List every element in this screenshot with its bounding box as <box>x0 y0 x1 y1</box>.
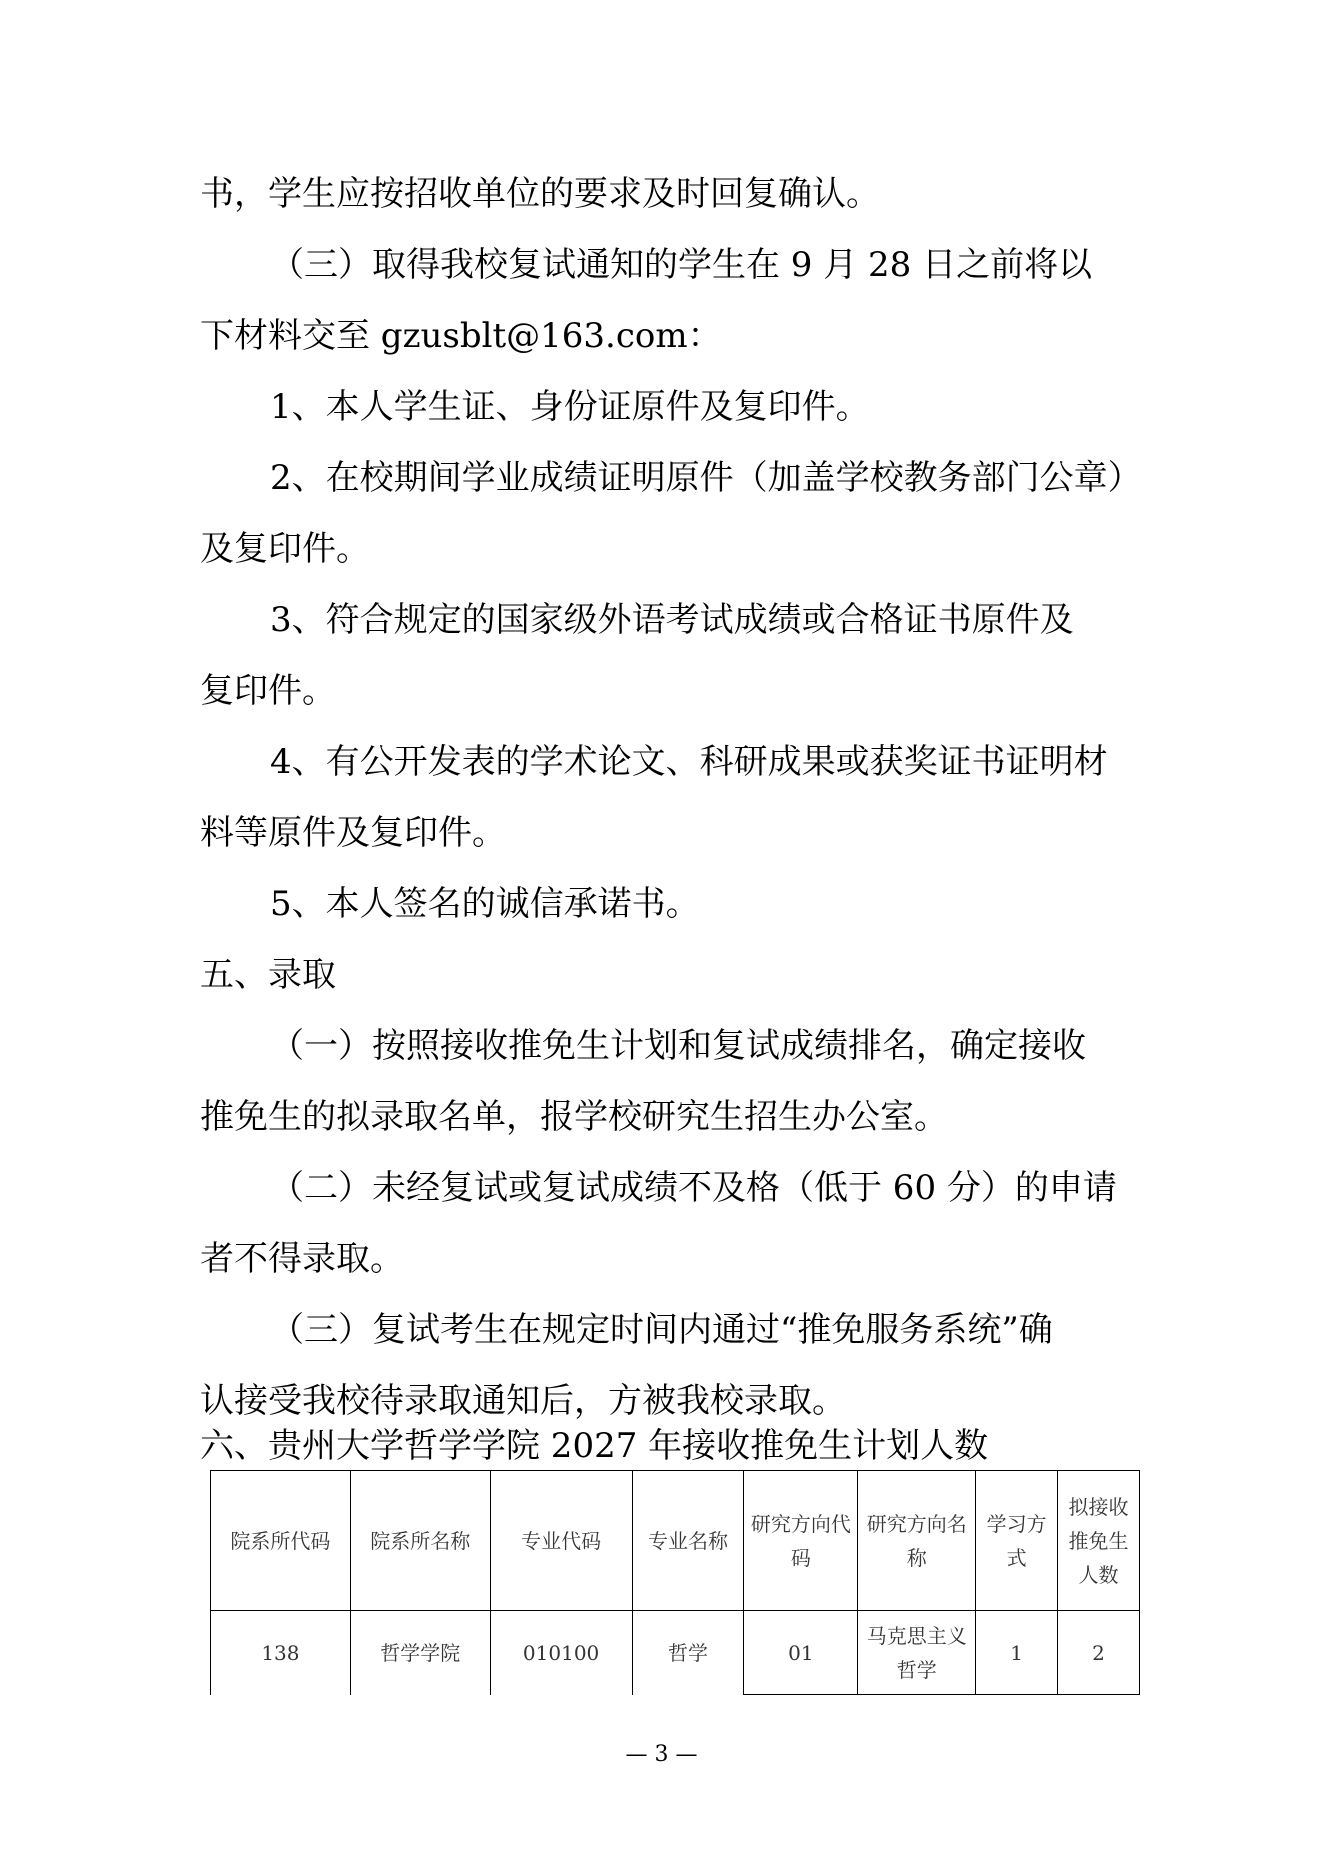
section-heading: 六、贵州大学哲学学院 2027 年接收推免生计划人数 <box>200 1426 989 1466</box>
table-header-cell: 专业名称 <box>632 1471 744 1611</box>
text-line: （三）复试考生在规定时间内通过“推免服务系统”确 <box>270 1310 1053 1350</box>
table-header-cell: 研究方向名称 <box>858 1471 976 1611</box>
text-line: 4、有公开发表的学术论文、科研成果或获奖证书证明材 <box>270 742 1108 782</box>
page-number: — 3 — <box>625 1742 698 1767</box>
text-line: 推免生的拟录取名单，报学校研究生招生办公室。 <box>200 1097 948 1137</box>
table-header-cell: 院系所代码 <box>211 1471 351 1611</box>
text-line: 下材料交至 gzusblt@163.com： <box>200 316 722 356</box>
table-cell: 138 <box>211 1611 351 1695</box>
table-cell: 哲学 <box>632 1611 744 1695</box>
table-header-row <box>211 1471 1140 1611</box>
text-line: 1、本人学生证、身份证原件及复印件。 <box>270 387 870 427</box>
table-cell: 马克思主义哲学 <box>858 1611 976 1695</box>
text-line: 者不得录取。 <box>200 1239 404 1279</box>
table-header-cell: 拟接收推免生人数 <box>1058 1471 1140 1611</box>
table-header-cell: 研究方向代码 <box>744 1471 858 1611</box>
enrollment-plan-table <box>210 1470 1140 1695</box>
text-line: 料等原件及复印件。 <box>200 813 506 853</box>
text-line: 书，学生应按招收单位的要求及时回复确认。 <box>200 174 880 214</box>
table-cell: 哲学学院 <box>350 1611 490 1695</box>
table-header-cell: 专业代码 <box>490 1471 632 1611</box>
table-header-cell: 院系所名称 <box>350 1471 490 1611</box>
table-cell: 2 <box>1058 1611 1140 1695</box>
table-cell: 1 <box>976 1611 1058 1695</box>
table-cell: 010100 <box>490 1611 632 1695</box>
text-line: （一）按照接收推免生计划和复试成绩排名，确定接收 <box>270 1026 1086 1066</box>
text-line: 3、符合规定的国家级外语考试成绩或合格证书原件及 <box>270 600 1074 640</box>
text-line: 复印件。 <box>200 671 336 711</box>
section-heading: 五、录取 <box>200 955 336 995</box>
text-line: 5、本人签名的诚信承诺书。 <box>270 884 700 924</box>
text-line: 认接受我校待录取通知后，方被我校录取。 <box>200 1381 846 1421</box>
text-line: （三）取得我校复试通知的学生在 9 月 28 日之前将以 <box>270 245 1093 285</box>
text-line: 2、在校期间学业成绩证明原件（加盖学校教务部门公章） <box>270 458 1142 498</box>
text-line: （二）未经复试或复试成绩不及格（低于 60 分）的申请 <box>270 1168 1117 1208</box>
table-cell: 01 <box>744 1611 858 1695</box>
table-header-cell: 学习方式 <box>976 1471 1058 1611</box>
table-row <box>211 1611 1140 1695</box>
text-line: 及复印件。 <box>200 529 370 569</box>
